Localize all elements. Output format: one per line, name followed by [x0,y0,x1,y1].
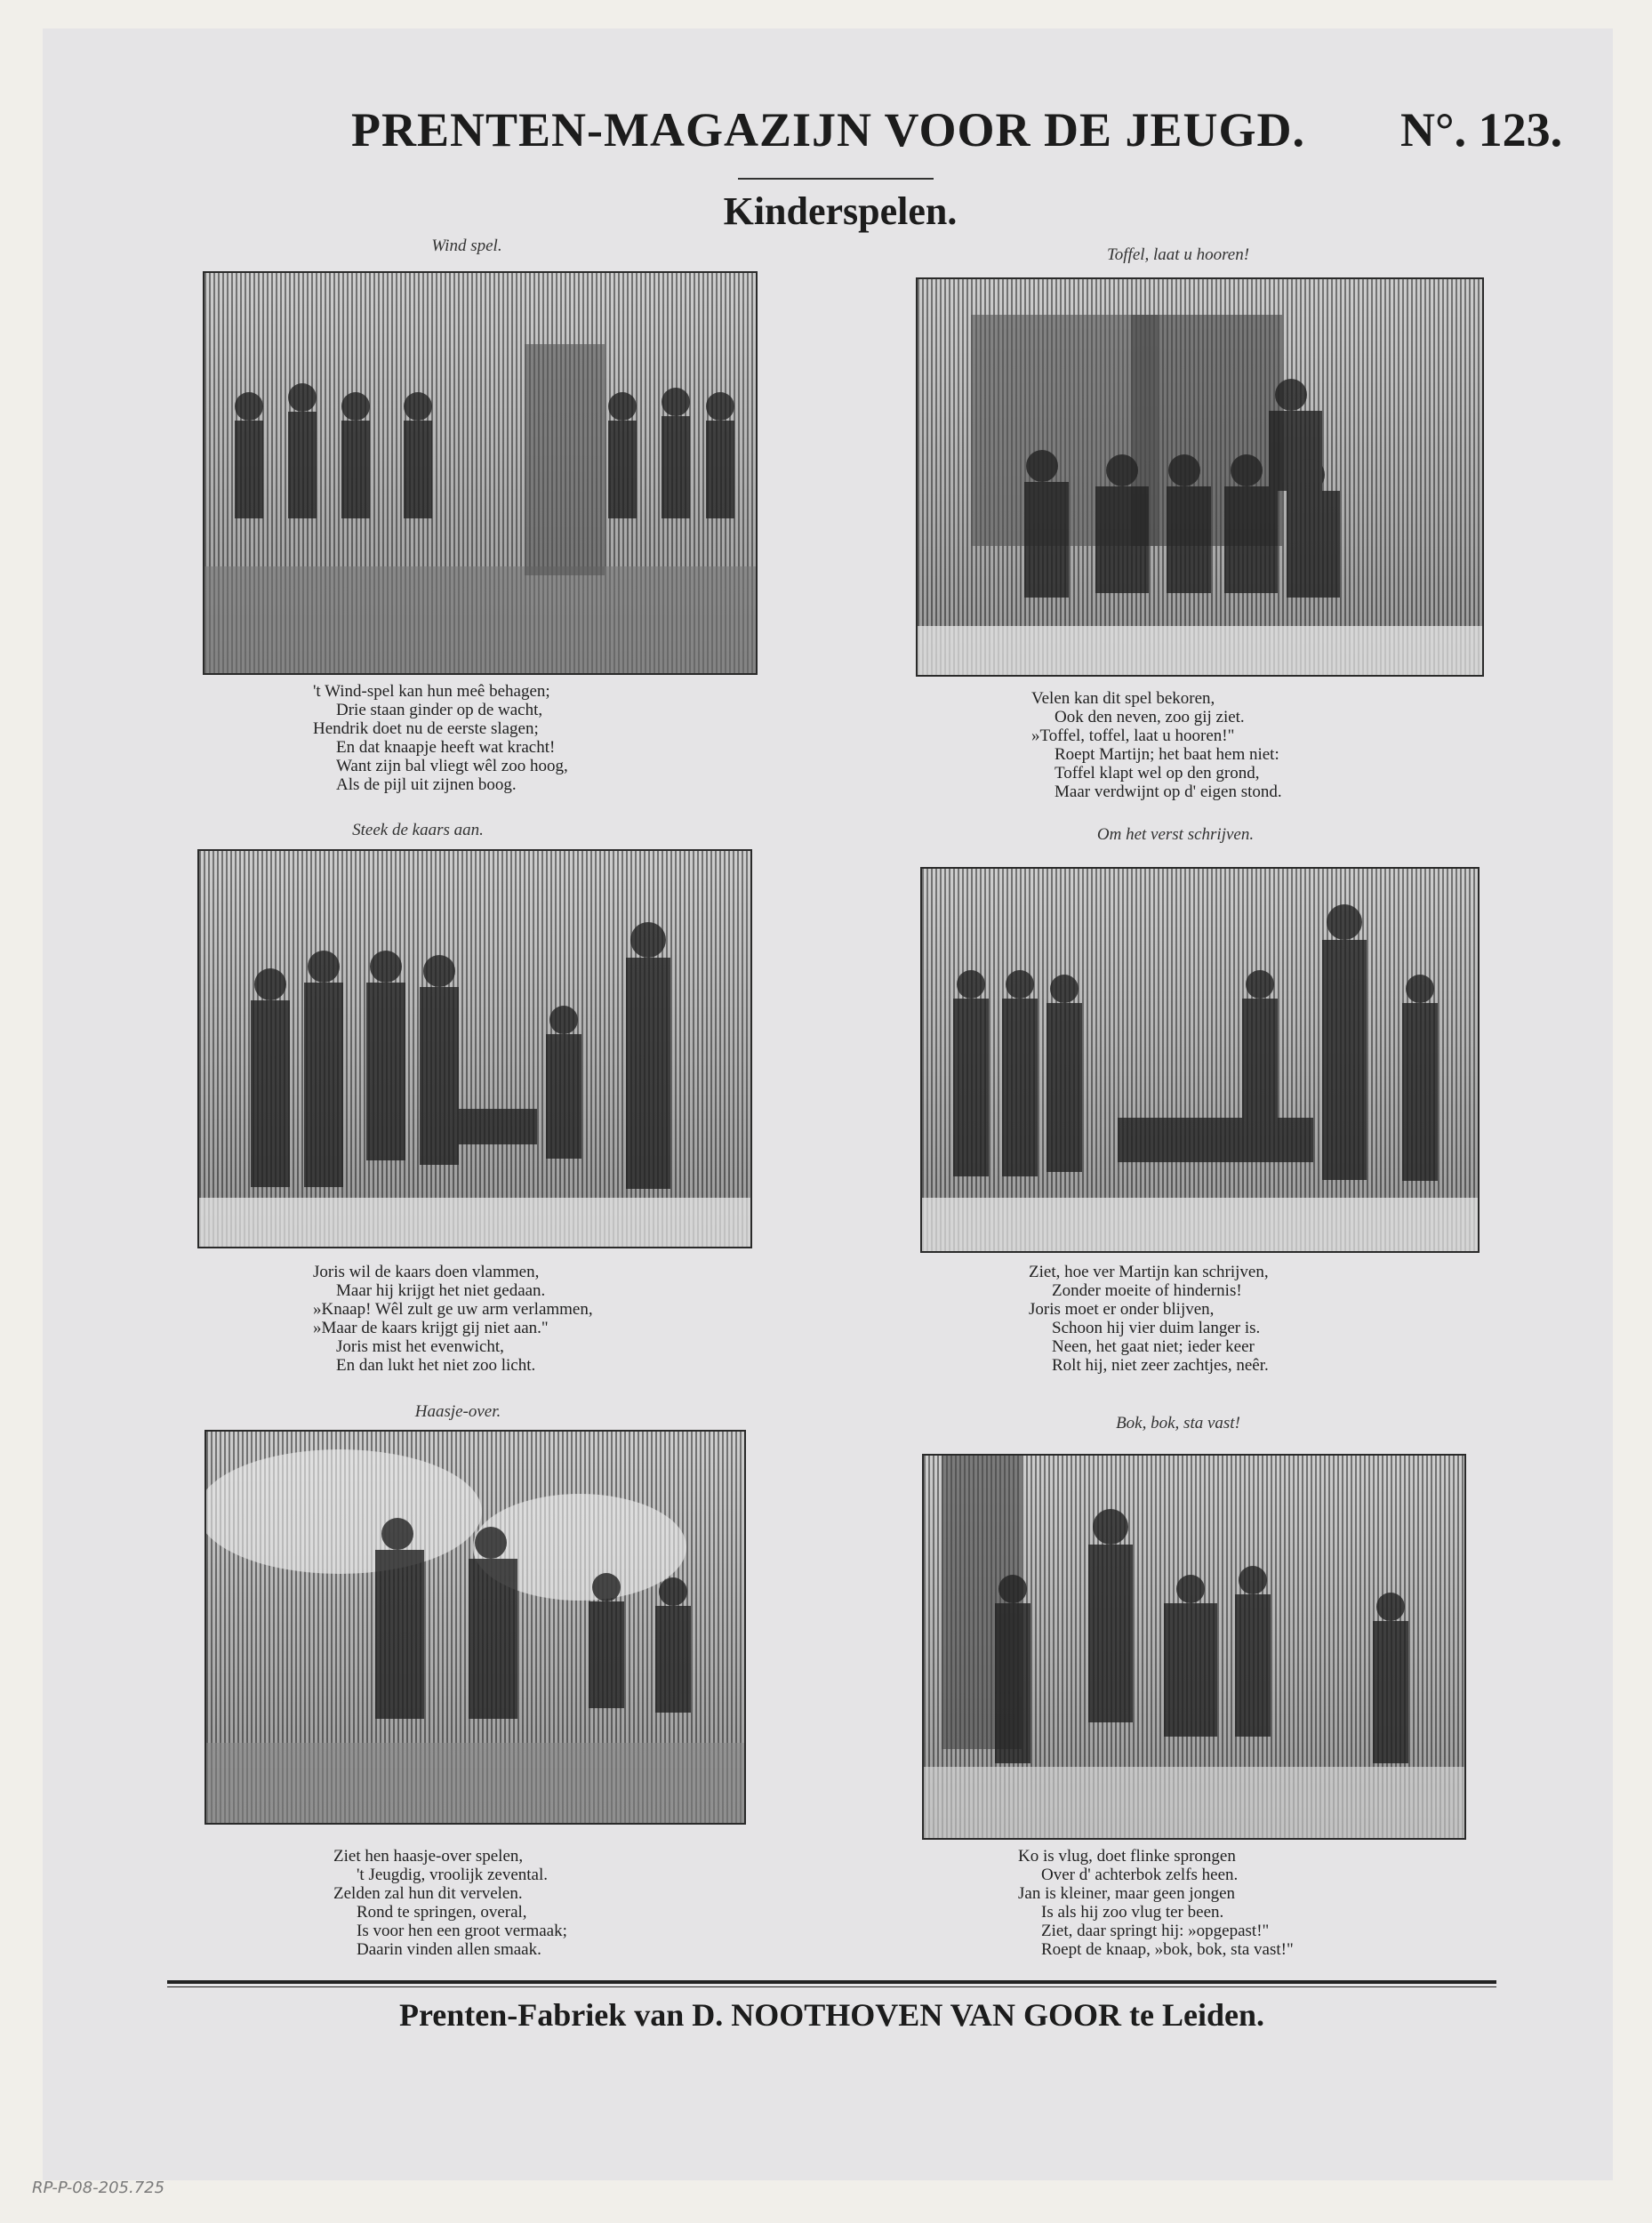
title-divider [738,178,934,180]
illustration-toffel [916,277,1484,677]
verse-line: Joris moet er onder blijven, [1029,1300,1215,1319]
verse-4 [1029,1263,1269,1375]
verse-line: Zonder moeite of hindernis! [1052,1281,1242,1300]
verse-line: Maar hij krijgt het niet gedaan. [336,1281,546,1300]
verse-line: Drie staan ginder op de wacht, [336,701,543,719]
archive-mark: RP-P-08-205.725 [32,2179,165,2197]
verse-line: Want zijn bal vliegt wêl zoo hoog, [336,757,568,775]
verse-line: En dan lukt het niet zoo licht. [336,1356,536,1375]
verse-line: Rolt hij, niet zeer zachtjes, neêr. [1052,1356,1269,1375]
verse-line: Hendrik doet nu de eerste slagen; [313,719,539,738]
verse-line: Toffel klapt wel op den grond, [1055,764,1260,782]
illustration-haasje-over [204,1430,746,1825]
verse-line: Roept Martijn; het baat hem niet: [1055,745,1279,764]
page-title: PRENTEN-MAGAZIJN VOOR DE JEUGD. [351,103,1305,156]
verse-line: Ook den neven, zoo gij ziet. [1055,708,1245,726]
verse-line: En dat knaapje heeft wat kracht! [336,738,556,757]
verse-line: 't Wind-spel kan hun meê behagen; [313,682,550,701]
verse-line: Als de pijl uit zijnen boog. [336,775,517,794]
verse-2 [1031,689,1282,801]
verse-line: »Toffel, toffel, laat u hooren!" [1031,726,1235,745]
verse-line: 't Jeugdig, vroolijk zevental. [357,1866,549,1884]
panel-caption-6: Bok, bok, sta vast! [1116,1414,1240,1433]
verse-line: »Maar de kaars krijgt gij niet aan." [313,1319,549,1337]
verse-line: Ziet, daar springt hij: »opgepast!" [1041,1922,1270,1940]
verse-line: Ziet, hoe ver Martijn kan schrijven, [1029,1263,1269,1281]
illustration-om-het-verst-schrijven [920,867,1480,1253]
verse-line: Is als hij zoo vlug ter been. [1041,1903,1224,1922]
verse-line: Joris wil de kaars doen vlammen, [313,1263,540,1281]
footer-divider [167,1980,1496,1987]
publisher-footer: Prenten-Fabriek van D. NOOTHOVEN VAN GOOR te Leiden. [398,1997,1265,2033]
panel-caption-1: Wind spel. [431,237,502,255]
panel-caption-3: Steek de kaars aan. [352,821,484,839]
verse-1 [313,682,568,794]
verse-line: Over d' achterbok zelfs heen. [1041,1866,1239,1884]
verse-line: Jan is kleiner, maar geen jongen [1018,1884,1236,1903]
verse-line: Is voor hen een groot vermaak; [357,1922,567,1940]
verse-line: Maar verdwijnt op d' eigen stond. [1055,782,1282,801]
verse-6 [1018,1847,1294,1959]
illustration-steek-de-kaars-aan [197,849,752,1248]
panel-caption-2: Toffel, laat u hooren! [1106,245,1250,264]
verse-line: Joris mist het evenwicht, [336,1337,504,1356]
verse-line: Neen, het gaat niet; ieder keer [1052,1337,1255,1356]
illustration-bok-bok-sta-vast [922,1454,1466,1840]
verse-line: »Knaap! Wêl zult ge uw arm verlammen, [313,1300,593,1319]
issue-number: N°. 123. [1400,103,1563,156]
verse-line: Roept de knaap, »bok, bok, sta vast!" [1041,1940,1294,1959]
panel-caption-5: Haasje-over. [414,1402,501,1421]
panel-caption-4: Om het verst schrijven. [1096,825,1255,844]
verse-line: Ko is vlug, doet flinke sprongen [1018,1847,1236,1866]
verse-line: Rond te springen, overal, [357,1903,527,1922]
page-subtitle: Kinderspelen. [723,189,958,233]
verse-3 [313,1263,593,1375]
verse-line: Ziet hen haasje-over spelen, [333,1847,524,1866]
verse-5 [333,1847,567,1959]
verse-line: Velen kan dit spel bekoren, [1031,689,1215,708]
verse-line: Zelden zal hun dit vervelen. [333,1884,523,1903]
verse-line: Daarin vinden allen smaak. [357,1940,541,1959]
illustration-wind-spel [203,271,758,675]
verse-line: Schoon hij vier duim langer is. [1052,1319,1261,1337]
